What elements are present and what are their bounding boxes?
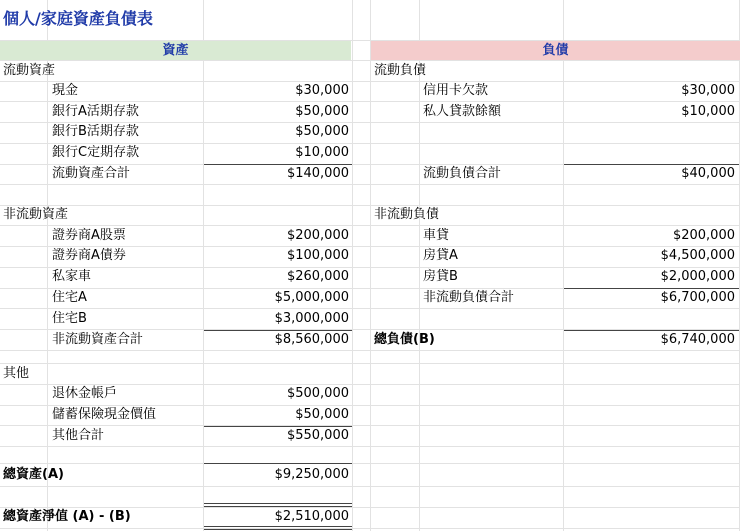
liability-item-value[interactable]: $30,000: [681, 83, 735, 98]
gridline: [0, 60, 740, 61]
gridline: [0, 205, 740, 206]
noncurrent-assets-label[interactable]: 非流動資產: [3, 207, 69, 222]
noncurrent-assets-total-label[interactable]: 非流動資產合計: [52, 332, 144, 347]
current-liabilities-total-value[interactable]: $40,000: [681, 166, 735, 181]
gridline: [0, 308, 740, 309]
liability-item-name[interactable]: 私人貸款餘額: [423, 104, 502, 119]
gridline: [352, 0, 353, 531]
asset-item-value[interactable]: $200,000: [286, 228, 349, 243]
liability-item-name[interactable]: 信用卡欠款: [423, 83, 489, 98]
asset-item-value[interactable]: $10,000: [295, 145, 349, 160]
current-liabilities-total-label[interactable]: 流動負債合計: [423, 166, 502, 181]
total-assets-label[interactable]: 總資產(A): [3, 467, 64, 482]
gridline: [0, 363, 740, 364]
asset-item-name[interactable]: 現金: [52, 83, 79, 98]
noncurrent-liabilities-total-value[interactable]: $6,700,000: [660, 290, 735, 305]
net-worth-value[interactable]: $2,510,000: [274, 509, 349, 524]
asset-item-value[interactable]: $3,000,000: [274, 311, 349, 326]
gridline: [0, 184, 740, 185]
liability-item-value[interactable]: $10,000: [681, 104, 735, 119]
asset-item-name[interactable]: 住宅B: [52, 311, 87, 326]
liabilities-header[interactable]: 負債: [371, 41, 740, 60]
total-assets-value[interactable]: $9,250,000: [274, 467, 349, 482]
asset-item-name[interactable]: 證券商A債券: [52, 248, 126, 263]
total-liabilities-label[interactable]: 總負債(B): [374, 332, 435, 347]
total-liabilities-value[interactable]: $6,740,000: [660, 332, 735, 347]
asset-item-value[interactable]: $5,000,000: [274, 290, 349, 305]
other-assets-label[interactable]: 其他: [3, 366, 30, 381]
current-assets-total-value[interactable]: $140,000: [286, 166, 349, 181]
noncurrent-assets-total-value[interactable]: $8,560,000: [274, 332, 349, 347]
gridline: [370, 0, 371, 531]
gridline: [0, 486, 740, 487]
other-assets-total-value[interactable]: $550,000: [286, 428, 349, 443]
asset-item-name[interactable]: 私家車: [52, 269, 92, 284]
gridline: [0, 528, 740, 529]
asset-item-name[interactable]: 退休金帳戶: [52, 386, 118, 401]
assets-header[interactable]: 資產: [0, 41, 351, 60]
asset-item-value[interactable]: $50,000: [295, 407, 349, 422]
sheet-title[interactable]: 個人/家庭資產負債表: [3, 9, 153, 28]
asset-item-value[interactable]: $50,000: [295, 124, 349, 139]
noncurrent-liabilities-label[interactable]: 非流動負債: [374, 207, 440, 222]
liability-item-name[interactable]: 車貸: [423, 228, 450, 243]
asset-item-name[interactable]: 銀行A活期存款: [52, 104, 139, 119]
asset-item-value[interactable]: $260,000: [286, 269, 349, 284]
net-worth-label[interactable]: 總資產淨值 (A) - (B): [3, 509, 131, 524]
asset-item-name[interactable]: 銀行C定期存款: [52, 145, 140, 160]
asset-item-value[interactable]: $50,000: [295, 104, 349, 119]
asset-item-value[interactable]: $30,000: [295, 83, 349, 98]
liability-item-name[interactable]: 房貸B: [423, 269, 458, 284]
liability-item-name[interactable]: 房貸A: [423, 248, 458, 263]
asset-item-value[interactable]: $100,000: [286, 248, 349, 263]
asset-item-value[interactable]: $500,000: [286, 386, 349, 401]
current-assets-total-label[interactable]: 流動資產合計: [52, 166, 131, 181]
noncurrent-liabilities-total-label[interactable]: 非流動負債合計: [423, 290, 515, 305]
asset-item-name[interactable]: 儲蓄保險現金價值: [52, 407, 157, 422]
gridline: [0, 463, 740, 464]
asset-item-name[interactable]: 住宅A: [52, 290, 87, 305]
other-assets-total-label[interactable]: 其他合計: [52, 428, 105, 443]
liability-item-value[interactable]: $200,000: [672, 228, 735, 243]
current-liabilities-label[interactable]: 流動負債: [374, 63, 427, 78]
liability-item-value[interactable]: $2,000,000: [660, 269, 735, 284]
gridline: [0, 446, 740, 447]
asset-item-name[interactable]: 證券商A股票: [52, 228, 126, 243]
gridline: [0, 425, 740, 426]
liability-item-value[interactable]: $4,500,000: [660, 248, 735, 263]
asset-item-name[interactable]: 銀行B活期存款: [52, 124, 139, 139]
gridline: [0, 350, 740, 351]
net-worth-double-underline: [204, 526, 352, 530]
total-underline: [204, 463, 352, 464]
current-assets-label[interactable]: 流動資產: [3, 63, 56, 78]
